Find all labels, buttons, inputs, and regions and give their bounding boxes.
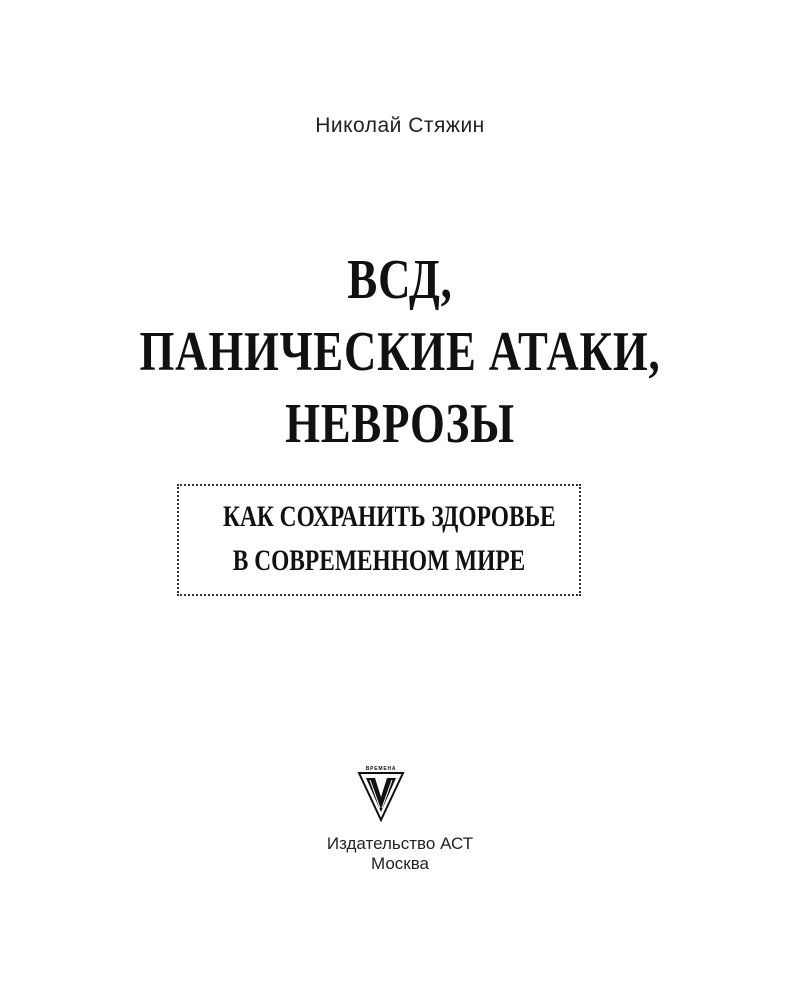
title-line-1: ВСД, [347, 249, 453, 311]
publisher-city: Москва [370, 854, 430, 873]
publisher-name: Издательство АСТ [326, 834, 474, 853]
title-line-2: ПАНИЧЕСКИЕ АТАКИ, [139, 321, 661, 383]
title-line-3: НЕВРОЗЫ [285, 393, 515, 455]
vremena-v-logo-icon [357, 764, 405, 822]
logo-text: ВРЕМЕНА [365, 766, 397, 772]
book-title [0, 244, 800, 460]
subtitle-line-1: КАК СОХРАНИТЬ ЗДОРОВЬЕ [223, 500, 556, 533]
author-name: Николай Стяжин [315, 114, 485, 137]
publisher-info [0, 834, 800, 874]
subtitle-line-2: В СОВРЕМЕННОМ МИРЕ [232, 544, 526, 577]
subtitle-box [177, 484, 581, 596]
